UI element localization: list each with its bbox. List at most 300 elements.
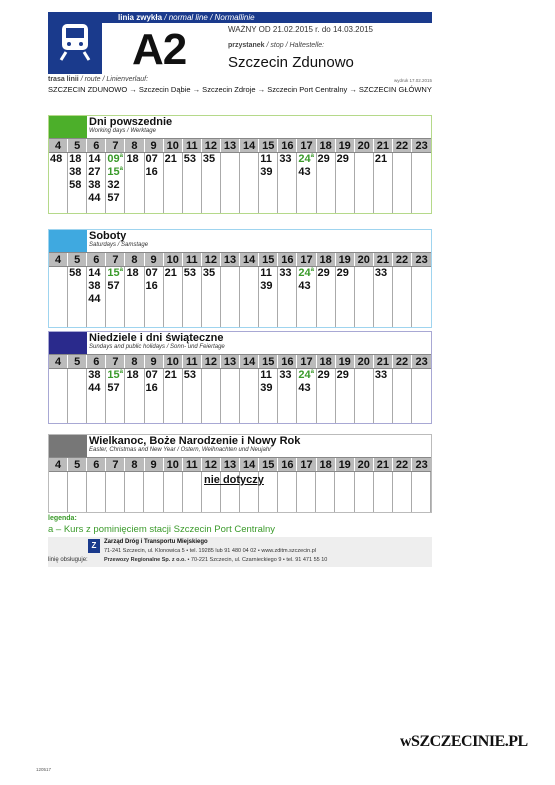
departure-minute bbox=[260, 382, 277, 395]
minute-value: 33 bbox=[374, 369, 388, 381]
minutes-column bbox=[106, 472, 125, 512]
minutes-column bbox=[125, 369, 144, 423]
hour-cell: 6 bbox=[87, 139, 106, 152]
minute-value: 11 bbox=[260, 153, 272, 165]
minutes-row bbox=[49, 369, 431, 423]
hour-cell: 18 bbox=[317, 139, 336, 152]
minutes-column bbox=[183, 153, 202, 213]
departure-minute bbox=[375, 369, 392, 382]
minutes-column bbox=[355, 153, 374, 213]
hour-cell: 5 bbox=[68, 139, 87, 152]
minutes-column bbox=[316, 472, 335, 512]
departure-minute bbox=[165, 153, 182, 166]
hour-cell: 21 bbox=[374, 139, 393, 152]
schedule-section bbox=[48, 331, 432, 424]
minutes-column bbox=[68, 267, 87, 327]
hour-cell: 23 bbox=[415, 356, 428, 368]
minute-value: 33 bbox=[279, 369, 292, 381]
minutes-column bbox=[68, 369, 87, 423]
minutes-column bbox=[317, 369, 336, 423]
hour-cell: 21 bbox=[374, 253, 393, 266]
schedule-section bbox=[48, 229, 432, 328]
section-title: Wielkanoc, Boże Narodzenie i Nowy Rok bbox=[89, 435, 301, 447]
minutes-column bbox=[221, 267, 240, 327]
hour-row bbox=[49, 354, 431, 369]
minutes-column bbox=[68, 153, 87, 213]
departure-minute bbox=[146, 369, 163, 382]
hour-cell: 18 bbox=[317, 253, 336, 266]
minute-value: 09 bbox=[107, 153, 120, 165]
departure-minute bbox=[279, 369, 296, 382]
minute-value: 35 bbox=[202, 153, 216, 165]
hour-cell: 14 bbox=[240, 139, 259, 152]
minute-value: 11 bbox=[260, 369, 272, 381]
minute-value: 57 bbox=[107, 382, 120, 394]
departure-minute bbox=[146, 267, 163, 280]
hour-cell: 14 bbox=[240, 253, 259, 266]
minutes-column bbox=[202, 267, 221, 327]
departure-minute bbox=[298, 280, 315, 293]
hour-cell: 17 bbox=[297, 458, 316, 471]
minute-value: 53 bbox=[183, 369, 197, 381]
hour-cell: 6 bbox=[87, 253, 106, 266]
hour-cell: 9 bbox=[145, 458, 164, 471]
legend-item: a – Kurs z pominięciem stacji Szczecin Port Centralny bbox=[48, 524, 276, 535]
hour-cell: 11 bbox=[183, 458, 202, 471]
minutes-column bbox=[125, 153, 144, 213]
minutes-column bbox=[125, 267, 144, 327]
departure-minute-alt bbox=[107, 166, 124, 179]
departure-minute bbox=[260, 280, 277, 293]
section-color-swatch bbox=[49, 435, 87, 457]
departure-minute bbox=[260, 153, 277, 166]
section-subtitle: Sundays and public holidays / Sonn- und Feiertage bbox=[89, 344, 225, 350]
site-watermark: wSZCZECINIE.PL bbox=[400, 733, 528, 750]
departure-minute bbox=[69, 267, 86, 280]
minute-value: 57 bbox=[107, 192, 120, 204]
minute-value: 53 bbox=[183, 153, 197, 165]
minute-value: 35 bbox=[202, 267, 216, 279]
hour-cell: 23 bbox=[415, 459, 428, 471]
hour-cell: 4 bbox=[49, 355, 68, 368]
minutes-column bbox=[259, 369, 278, 423]
departure-minute bbox=[88, 179, 105, 192]
hour-row bbox=[49, 457, 431, 472]
departure-minute bbox=[375, 153, 392, 166]
departure-minute bbox=[50, 153, 67, 166]
hour-cell: 10 bbox=[164, 355, 183, 368]
minute-value: 27 bbox=[88, 166, 101, 178]
hour-cell: 19 bbox=[336, 253, 355, 266]
minute-value: 57 bbox=[107, 280, 120, 292]
departure-minute-alt bbox=[107, 267, 124, 280]
minutes-column bbox=[221, 369, 240, 423]
minutes-column bbox=[259, 267, 278, 327]
route-label-de: Linienverlauf: bbox=[106, 76, 149, 83]
departure-minute bbox=[88, 153, 105, 166]
hour-cell: 7 bbox=[106, 355, 125, 368]
hour-cell: 5 bbox=[68, 253, 87, 266]
hour-cell: 12 bbox=[202, 253, 221, 266]
minute-value: 39 bbox=[260, 382, 273, 394]
minutes-column bbox=[393, 267, 412, 327]
hour-cell: 12 bbox=[202, 458, 221, 471]
stop-name: Szczecin Zdunowo bbox=[228, 54, 354, 71]
departure-minute bbox=[107, 192, 124, 205]
hour-cell: 17 bbox=[297, 355, 316, 368]
hour-cell: 14 bbox=[240, 458, 259, 471]
departure-minute bbox=[69, 153, 86, 166]
minutes-column bbox=[393, 153, 412, 213]
minutes-column bbox=[49, 153, 68, 213]
hour-cell: 5 bbox=[68, 355, 87, 368]
departure-minute bbox=[318, 153, 335, 166]
minutes-column bbox=[259, 153, 278, 213]
minute-value: 39 bbox=[260, 280, 273, 292]
minutes-column bbox=[374, 153, 393, 213]
operator-info bbox=[48, 537, 432, 567]
section-color-swatch bbox=[49, 116, 87, 138]
timetable-header bbox=[48, 12, 432, 74]
minute-value: 32 bbox=[107, 179, 120, 191]
hour-cell: 7 bbox=[106, 139, 125, 152]
minutes-column bbox=[106, 153, 125, 213]
minute-value: 18 bbox=[126, 153, 139, 165]
hour-cell: 20 bbox=[355, 139, 374, 152]
departure-minute bbox=[88, 293, 105, 306]
minutes-column bbox=[335, 472, 354, 512]
ztm-logo-icon: Z bbox=[88, 539, 100, 553]
minute-value: 14 bbox=[88, 153, 101, 165]
hour-cell: 8 bbox=[125, 458, 144, 471]
hour-cell: 12 bbox=[202, 355, 221, 368]
line-type-de: Normallinie bbox=[214, 13, 255, 22]
carrier-address: • 70-221 Szczecin, ul. Czarnieckiego 9 • tel. 91 471 55 10 bbox=[187, 557, 328, 563]
minute-value: 29 bbox=[336, 369, 349, 381]
stop-label-de: Haltestelle: bbox=[289, 42, 325, 49]
minutes-column bbox=[240, 369, 259, 423]
carrier-label: linię obsługuje: bbox=[48, 557, 88, 563]
minutes-column bbox=[164, 472, 183, 512]
departure-minute bbox=[298, 382, 315, 395]
section-header bbox=[49, 230, 431, 252]
minute-value: 29 bbox=[317, 369, 330, 381]
minutes-column bbox=[374, 267, 393, 327]
hour-cell: 15 bbox=[259, 458, 278, 471]
not-applicable-text: nie dotyczy bbox=[204, 474, 264, 486]
departure-minute-alt bbox=[298, 153, 315, 166]
hour-cell: 16 bbox=[278, 253, 297, 266]
minute-value: 44 bbox=[88, 192, 101, 204]
minute-value: 07 bbox=[145, 153, 158, 165]
hour-cell: 13 bbox=[221, 139, 240, 152]
minutes-column bbox=[278, 267, 297, 327]
footnote-marker: a bbox=[119, 267, 123, 273]
minute-value: 24 bbox=[298, 267, 311, 279]
section-subtitle: Saturdays / Samstage bbox=[89, 242, 149, 248]
minutes-column bbox=[87, 369, 106, 423]
minutes-column bbox=[317, 267, 336, 327]
minute-value: 18 bbox=[126, 369, 139, 381]
hour-cell: 20 bbox=[355, 458, 374, 471]
minute-value: 29 bbox=[317, 153, 330, 165]
hour-cell: 20 bbox=[355, 355, 374, 368]
minute-value: 18 bbox=[126, 267, 139, 279]
minute-value: 43 bbox=[298, 166, 311, 178]
footer-code: 120517 bbox=[36, 767, 52, 772]
hour-cell: 11 bbox=[183, 355, 202, 368]
hour-cell: 10 bbox=[164, 139, 183, 152]
minute-value: 15 bbox=[107, 369, 120, 381]
departure-minute bbox=[88, 382, 105, 395]
hour-cell: 7 bbox=[106, 458, 125, 471]
line-type-bar: linia zwykła / normal line / Normallinie bbox=[102, 12, 432, 23]
minutes-column bbox=[240, 153, 259, 213]
minute-value: 33 bbox=[279, 153, 292, 165]
hour-cell: 16 bbox=[278, 139, 297, 152]
train-logo bbox=[48, 12, 102, 74]
section-header bbox=[49, 435, 431, 457]
departure-minute-alt bbox=[298, 369, 315, 382]
minutes-column bbox=[145, 153, 164, 213]
hour-cell: 9 bbox=[145, 253, 164, 266]
minute-value: 38 bbox=[69, 166, 82, 178]
minute-value: 29 bbox=[317, 267, 330, 279]
departure-minute bbox=[146, 280, 163, 293]
departure-minute bbox=[146, 153, 163, 166]
print-date: wydruk 17.02.2015 bbox=[393, 78, 432, 83]
minute-value: 14 bbox=[88, 267, 101, 279]
departure-minute-alt bbox=[298, 267, 315, 280]
minutes-column bbox=[145, 369, 164, 423]
departure-minute bbox=[165, 267, 182, 280]
minute-value: 44 bbox=[88, 382, 101, 394]
minutes-column bbox=[374, 472, 393, 512]
departure-minute bbox=[107, 179, 124, 192]
hour-cell: 18 bbox=[317, 355, 336, 368]
hour-cell: 20 bbox=[355, 253, 374, 266]
legend-title: legenda: bbox=[48, 515, 77, 522]
departure-minute bbox=[88, 267, 105, 280]
minute-value: 53 bbox=[183, 267, 197, 279]
minutes-column bbox=[49, 267, 68, 327]
hour-cell: 23 bbox=[415, 254, 428, 266]
stop-label-en: stop bbox=[270, 42, 284, 49]
hour-cell: 16 bbox=[278, 458, 297, 471]
hour-cell: 14 bbox=[240, 355, 259, 368]
minutes-column bbox=[374, 369, 393, 423]
departure-minute bbox=[279, 267, 296, 280]
minutes-column bbox=[412, 472, 431, 512]
minutes-column bbox=[355, 267, 374, 327]
section-title: Soboty bbox=[89, 230, 127, 242]
minute-value: 16 bbox=[145, 280, 158, 292]
hour-cell: 6 bbox=[87, 355, 106, 368]
minute-value: 33 bbox=[374, 267, 388, 279]
hour-cell: 22 bbox=[393, 458, 412, 471]
footnote-marker: a bbox=[310, 153, 315, 159]
departure-minute bbox=[184, 369, 201, 382]
minutes-column bbox=[278, 153, 297, 213]
departure-minute bbox=[146, 166, 163, 179]
departure-minute bbox=[318, 267, 335, 280]
minute-value: 38 bbox=[88, 179, 101, 191]
minute-value: 16 bbox=[145, 166, 158, 178]
minute-value: 38 bbox=[88, 369, 101, 381]
hour-cell: 4 bbox=[49, 253, 68, 266]
departure-minute bbox=[146, 382, 163, 395]
minutes-column bbox=[336, 153, 355, 213]
line-type-en: normal line bbox=[168, 13, 208, 22]
minutes-column bbox=[278, 369, 297, 423]
hour-cell: 21 bbox=[374, 458, 393, 471]
hour-cell: 22 bbox=[393, 139, 412, 152]
hour-cell: 23 bbox=[415, 140, 428, 152]
footnote-marker: a bbox=[119, 166, 123, 172]
departure-minute bbox=[107, 280, 124, 293]
minutes-column bbox=[183, 472, 202, 512]
minute-value: 15 bbox=[107, 267, 120, 279]
minutes-column bbox=[297, 472, 316, 512]
minute-value: 43 bbox=[298, 382, 311, 394]
stop-label-pl: przystanek bbox=[228, 42, 265, 49]
minutes-column bbox=[106, 267, 125, 327]
section-title: Niedziele i dni świąteczne bbox=[89, 332, 224, 344]
hour-cell: 8 bbox=[125, 253, 144, 266]
minutes-column bbox=[412, 153, 431, 213]
hour-cell: 22 bbox=[393, 253, 412, 266]
hour-cell: 4 bbox=[49, 139, 68, 152]
minute-value: 48 bbox=[50, 153, 63, 165]
minute-value: 21 bbox=[374, 153, 388, 165]
minutes-column bbox=[87, 267, 106, 327]
minutes-column bbox=[87, 472, 106, 512]
hour-cell: 10 bbox=[164, 458, 183, 471]
hour-cell: 9 bbox=[145, 139, 164, 152]
hour-cell: 13 bbox=[221, 253, 240, 266]
minutes-column bbox=[183, 369, 202, 423]
minutes-column bbox=[125, 472, 144, 512]
minutes-column bbox=[164, 369, 183, 423]
hour-cell: 17 bbox=[297, 139, 316, 152]
minute-value: 18 bbox=[69, 153, 82, 165]
departure-minute bbox=[260, 369, 277, 382]
minutes-column bbox=[221, 153, 240, 213]
minute-value: 39 bbox=[260, 166, 273, 178]
minute-value: 58 bbox=[69, 179, 82, 191]
route-block bbox=[48, 76, 432, 95]
section-color-swatch bbox=[49, 332, 87, 354]
minutes-column bbox=[317, 153, 336, 213]
ztm-address: 71-241 Szczecin, ul. Klonowica 5 • tel. 19285 lub 91 480 04 02 • www.zditm.szczecin.pl bbox=[104, 548, 317, 554]
minute-value: 38 bbox=[88, 280, 101, 292]
minutes-row bbox=[49, 153, 431, 213]
hour-cell: 18 bbox=[317, 458, 336, 471]
hour-cell: 15 bbox=[259, 253, 278, 266]
schedule-section bbox=[48, 434, 432, 513]
minute-value: 24 bbox=[298, 369, 311, 381]
departure-minute bbox=[126, 153, 143, 166]
minutes-column bbox=[278, 472, 297, 512]
hour-cell: 15 bbox=[259, 355, 278, 368]
departure-minute bbox=[88, 192, 105, 205]
minutes-column bbox=[297, 369, 316, 423]
hour-cell: 4 bbox=[49, 458, 68, 471]
hour-cell: 11 bbox=[183, 139, 202, 152]
hour-cell: 6 bbox=[87, 458, 106, 471]
section-subtitle: Easter, Christmas and New Year / Ostern, Weihnachten und Neujahr bbox=[89, 447, 272, 453]
hour-cell: 8 bbox=[125, 355, 144, 368]
hour-cell: 9 bbox=[145, 355, 164, 368]
minutes-column bbox=[164, 267, 183, 327]
minutes-column bbox=[144, 472, 163, 512]
minute-value: 21 bbox=[164, 267, 177, 279]
section-color-swatch bbox=[49, 230, 87, 252]
hour-cell: 17 bbox=[297, 253, 316, 266]
departure-minute bbox=[88, 280, 105, 293]
minutes-column bbox=[336, 267, 355, 327]
minute-value: 15 bbox=[107, 166, 120, 178]
route-label: trasa linii / route / Linienverlauf: bbox=[48, 76, 149, 83]
minutes-column bbox=[106, 369, 125, 423]
minute-value: 29 bbox=[336, 153, 349, 165]
minute-value: 44 bbox=[88, 293, 101, 305]
departure-minute bbox=[165, 369, 182, 382]
minute-value: 29 bbox=[336, 267, 349, 279]
minutes-row bbox=[49, 472, 431, 512]
minute-value: 11 bbox=[260, 267, 272, 279]
minutes-column bbox=[49, 472, 68, 512]
line-type: linia zwykła bbox=[118, 13, 163, 22]
hour-cell: 15 bbox=[259, 139, 278, 152]
footnote-marker: a bbox=[310, 267, 315, 273]
minute-value: 43 bbox=[298, 280, 311, 292]
minutes-row bbox=[49, 267, 431, 327]
line-number: A2 bbox=[132, 25, 187, 74]
minute-value: 07 bbox=[145, 267, 158, 279]
departure-minute bbox=[203, 267, 220, 280]
departure-minute bbox=[298, 166, 315, 179]
hour-cell: 19 bbox=[336, 139, 355, 152]
hour-cell: 21 bbox=[374, 355, 393, 368]
hour-row bbox=[49, 252, 431, 267]
train-icon bbox=[58, 22, 92, 62]
carrier-name: Przewozy Regionalne Sp. z o.o. bbox=[104, 557, 186, 563]
departure-minute bbox=[69, 166, 86, 179]
minute-value: 07 bbox=[145, 369, 158, 381]
footnote-marker: a bbox=[310, 369, 315, 375]
departure-minute bbox=[260, 166, 277, 179]
schedule-section bbox=[48, 115, 432, 214]
minutes-column bbox=[240, 267, 259, 327]
minute-value: 21 bbox=[164, 153, 177, 165]
validity-period: WAŻNY OD 21.02.2015 r. do 14.03.2015 bbox=[228, 25, 373, 34]
departure-minute bbox=[126, 267, 143, 280]
minutes-column bbox=[87, 153, 106, 213]
departure-minute bbox=[126, 369, 143, 382]
departure-minute-alt bbox=[107, 369, 124, 382]
departure-minute bbox=[107, 382, 124, 395]
minutes-column bbox=[355, 369, 374, 423]
section-subtitle: Working days / Werktage bbox=[89, 128, 156, 134]
departure-minute bbox=[337, 153, 354, 166]
departure-minute bbox=[337, 267, 354, 280]
departure-minute bbox=[184, 267, 201, 280]
hour-cell: 22 bbox=[393, 355, 412, 368]
minutes-column bbox=[164, 153, 183, 213]
minutes-column bbox=[355, 472, 374, 512]
section-title: Dni powszednie bbox=[89, 116, 173, 128]
